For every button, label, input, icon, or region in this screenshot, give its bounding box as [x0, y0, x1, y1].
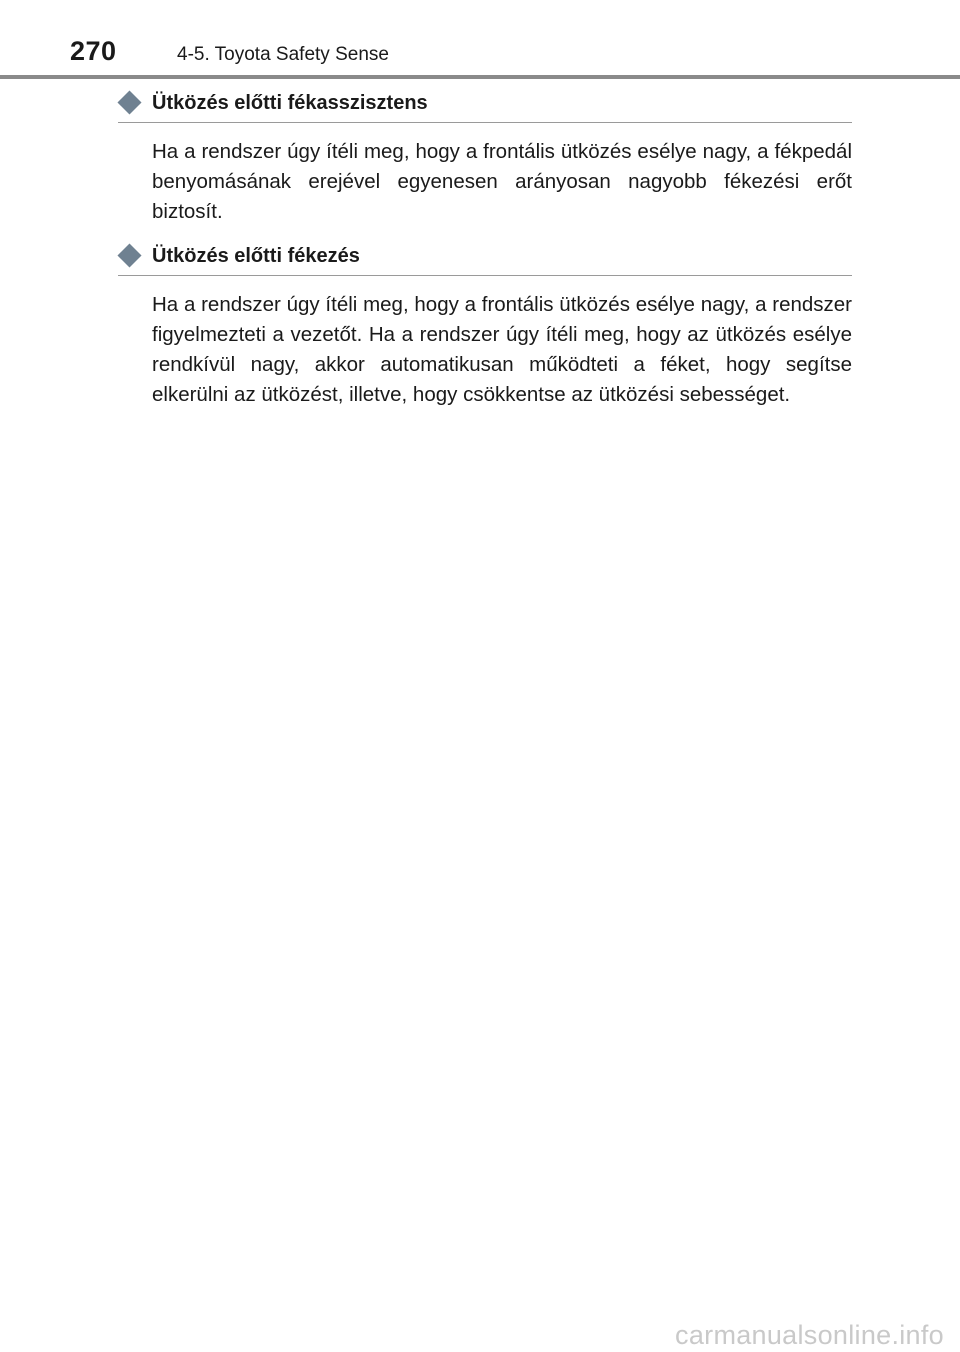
page-number: 270	[70, 36, 117, 66]
diamond-bullet-icon	[117, 243, 141, 267]
watermark: carmanualsonline.info	[675, 1320, 944, 1350]
paragraph-pre-collision-brake-assist: Ha a rendszer úgy ítéli meg, hogy a frontális ütközés esélye nagy, a fékpedál benyomásának erejével egyenesen arányosan nagyobb fékezési erőt biztosít.	[152, 140, 852, 223]
subheading-text: Ütközés előtti fékasszisztens	[152, 92, 428, 114]
subheading-pre-collision-braking	[118, 241, 852, 276]
diamond-bullet-icon	[117, 90, 141, 114]
page-content	[118, 88, 852, 424]
section-title: 4-5. Toyota Safety Sense	[177, 44, 389, 65]
header-rule	[0, 75, 960, 79]
subheading-text: Ütközés előtti fékezés	[152, 245, 360, 267]
page-header	[0, 0, 960, 80]
paragraph-pre-collision-braking: Ha a rendszer úgy ítéli meg, hogy a frontális ütközés esélye nagy, a rendszer figyelmezteti a vezetőt. Ha a rendszer úgy ítéli meg, hogy az ütközés esélye rendkívül nagy, akkor automatikusan működteti a féket, hogy segítse elkerülni az ütközést, illetve, hogy csökkentse az ütközési sebességet.	[152, 293, 852, 406]
subheading-pre-collision-brake-assist	[118, 88, 852, 123]
